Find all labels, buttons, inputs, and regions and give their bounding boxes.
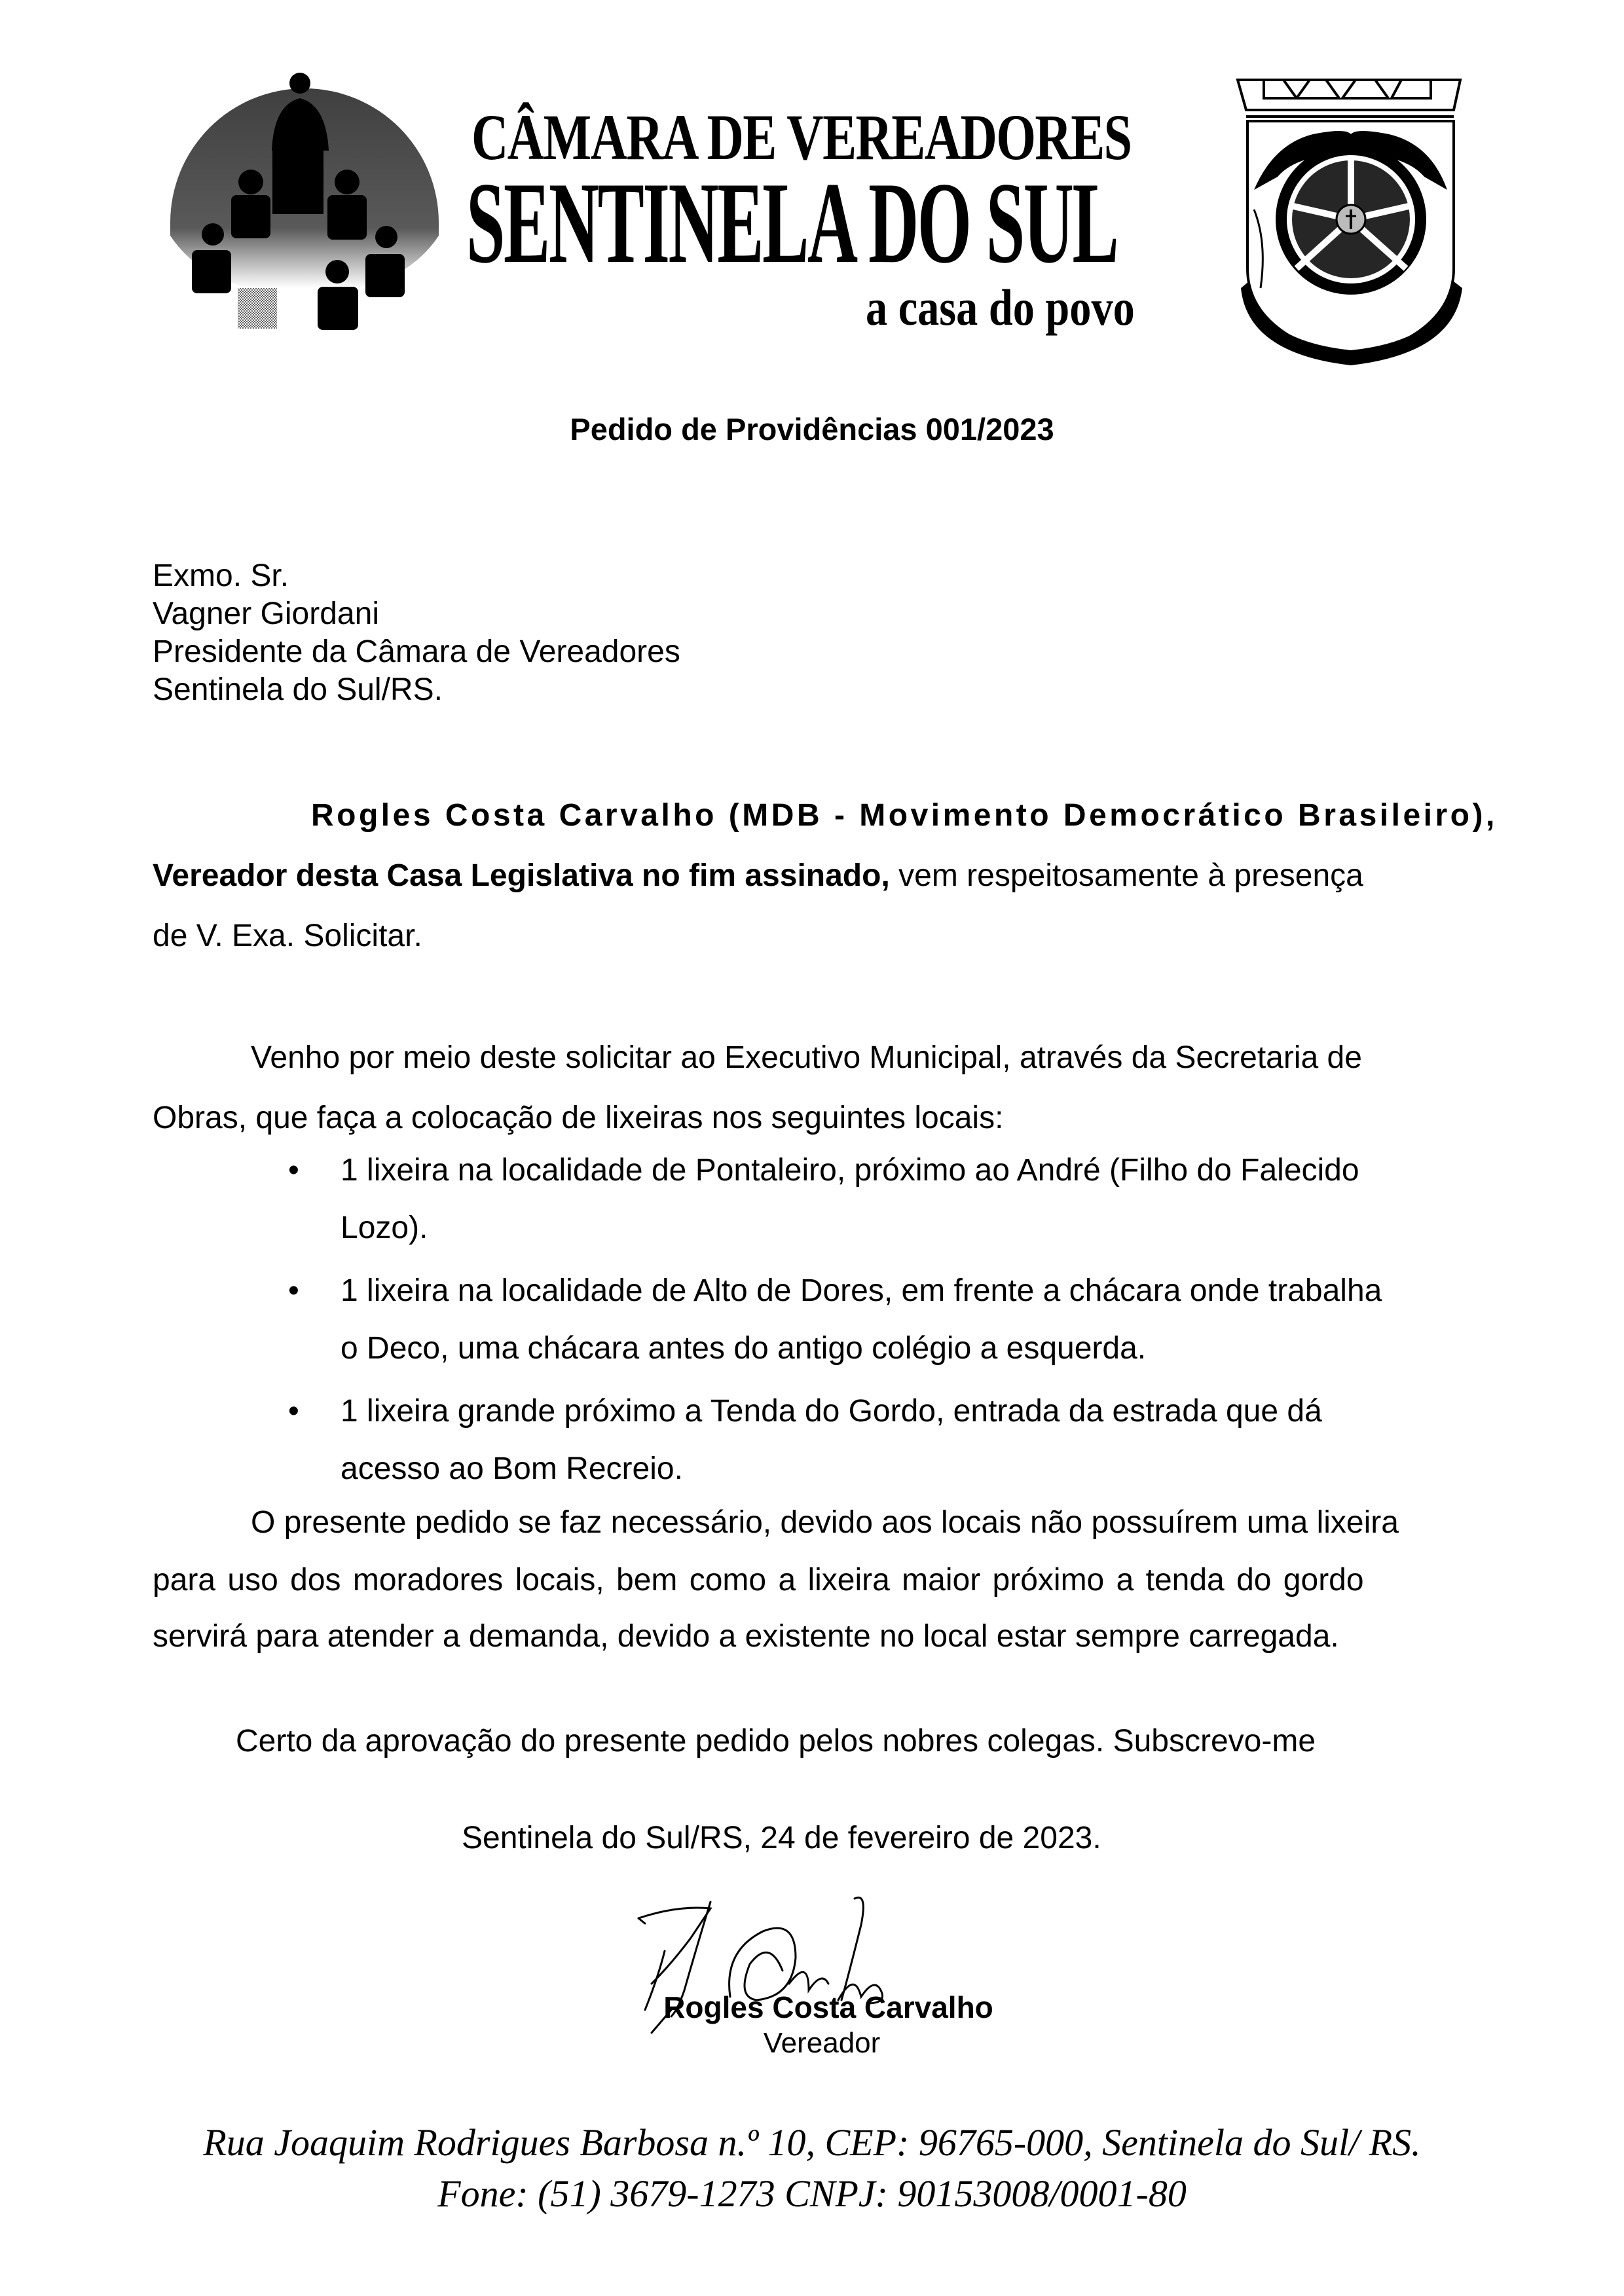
author-identification: Rogles Costa Carvalho (MDB - Movimento Democrático Brasileiro), <box>311 798 1498 833</box>
intro-paragraph <box>153 797 1498 978</box>
addressee-position: Presidente da Câmara de Vereadores <box>153 634 680 669</box>
justification-text-2: para uso dos moradores locais, bem como a lixeira maior próximo a tenda do gordo <box>153 1563 1364 1597</box>
addressee-location: Sentinela do Sul/RS. <box>153 672 443 707</box>
bullet-icon: • <box>288 1394 299 1429</box>
list-item-line-2 <box>341 1330 1460 1393</box>
intro-closing: de V. Exa. Solicitar. <box>153 919 422 953</box>
request-paragraph <box>153 1040 1462 1155</box>
justification-text-3: servirá para atender a demanda, devido a existente no local estar sempre carregada. <box>153 1619 1339 1654</box>
list-item-line-2 <box>341 1210 1460 1273</box>
list-item <box>288 1273 1460 1393</box>
list-item <box>288 1152 1460 1273</box>
list-item-text: 1 lixeira na localidade de Pontaleiro, próximo ao André (Filho do Falecido <box>341 1153 1359 1188</box>
intro-line-3 <box>153 918 1462 978</box>
header-title-line2: SENTINELA DO SUL <box>466 158 1118 287</box>
list-item-text: acesso ao Bom Recreio. <box>341 1451 683 1486</box>
addressee-salutation: Exmo. Sr. <box>153 558 289 593</box>
justification-line-2 <box>153 1562 1462 1618</box>
header-title-line1: CÂMARA DE VEREADORES <box>471 101 1132 173</box>
list-item-line-1 <box>341 1152 1460 1210</box>
municipal-coat-of-arms-icon <box>1234 72 1483 367</box>
bullet-icon: • <box>288 1273 299 1308</box>
list-item-line-1 <box>341 1393 1460 1451</box>
request-line-1 <box>251 1040 1462 1100</box>
bullet-icon: • <box>288 1153 299 1188</box>
justification-paragraph <box>153 1504 1462 1679</box>
list-item-line-1 <box>341 1273 1460 1330</box>
place-date: Sentinela do Sul/RS, 24 de fevereiro de 2023. <box>462 1821 1101 1855</box>
justification-line-1 <box>251 1504 1462 1562</box>
list-item-text: Lozo). <box>341 1211 428 1245</box>
locations-list <box>288 1152 1460 1514</box>
footer-address: Rua Joaquim Rodrigues Barbosa n.º 10, CEP: 96765-000, Sentinela do Sul/ RS. <box>203 2121 1421 2164</box>
council-assembly-logo-icon <box>164 65 445 340</box>
request-line-2 <box>153 1100 1462 1155</box>
list-item-text: 1 lixeira na localidade de Alto de Dores, em frente a chácara onde trabalha <box>341 1273 1382 1308</box>
document-title: Pedido de Providências 001/2023 <box>570 412 1054 446</box>
list-item <box>288 1393 1460 1514</box>
request-text-1: Venho por meio deste solicitar ao Executivo Municipal, através da Secretaria de <box>251 1040 1362 1075</box>
intro-continuation: vem respeitosamente à presença <box>889 858 1363 893</box>
intro-line-2 <box>153 858 1462 918</box>
justification-text-1: O presente pedido se faz necessário, devido aos locais não possuírem uma lixeira <box>251 1505 1399 1540</box>
list-item-text: 1 lixeira grande próximo a Tenda do Gordo, entrada da estrada que dá <box>341 1394 1322 1429</box>
author-role: Vereador desta Casa Legislativa no fim assinado, <box>153 858 890 893</box>
addressee-block <box>153 558 680 710</box>
closing-line: Certo da aprovação do presente pedido pelos nobres colegas. Subscrevo-me <box>236 1724 1316 1758</box>
justification-line-3 <box>153 1618 1462 1679</box>
header-tagline: a casa do povo <box>866 279 1135 336</box>
footer-contact: Fone: (51) 3679-1273 CNPJ: 90153008/0001-80 <box>437 2172 1187 2215</box>
request-text-2: Obras, que faça a colocação de lixeiras nos seguintes locais: <box>153 1101 1004 1135</box>
addressee-name: Vagner Giordani <box>153 596 379 631</box>
intro-line-1 <box>311 797 1498 858</box>
signatory-role: Vereador <box>763 2027 881 2059</box>
list-item-text: o Deco, uma chácara antes do antigo colégio a esquerda. <box>341 1331 1147 1366</box>
signatory-name: Rogles Costa Carvalho <box>663 1990 993 2024</box>
